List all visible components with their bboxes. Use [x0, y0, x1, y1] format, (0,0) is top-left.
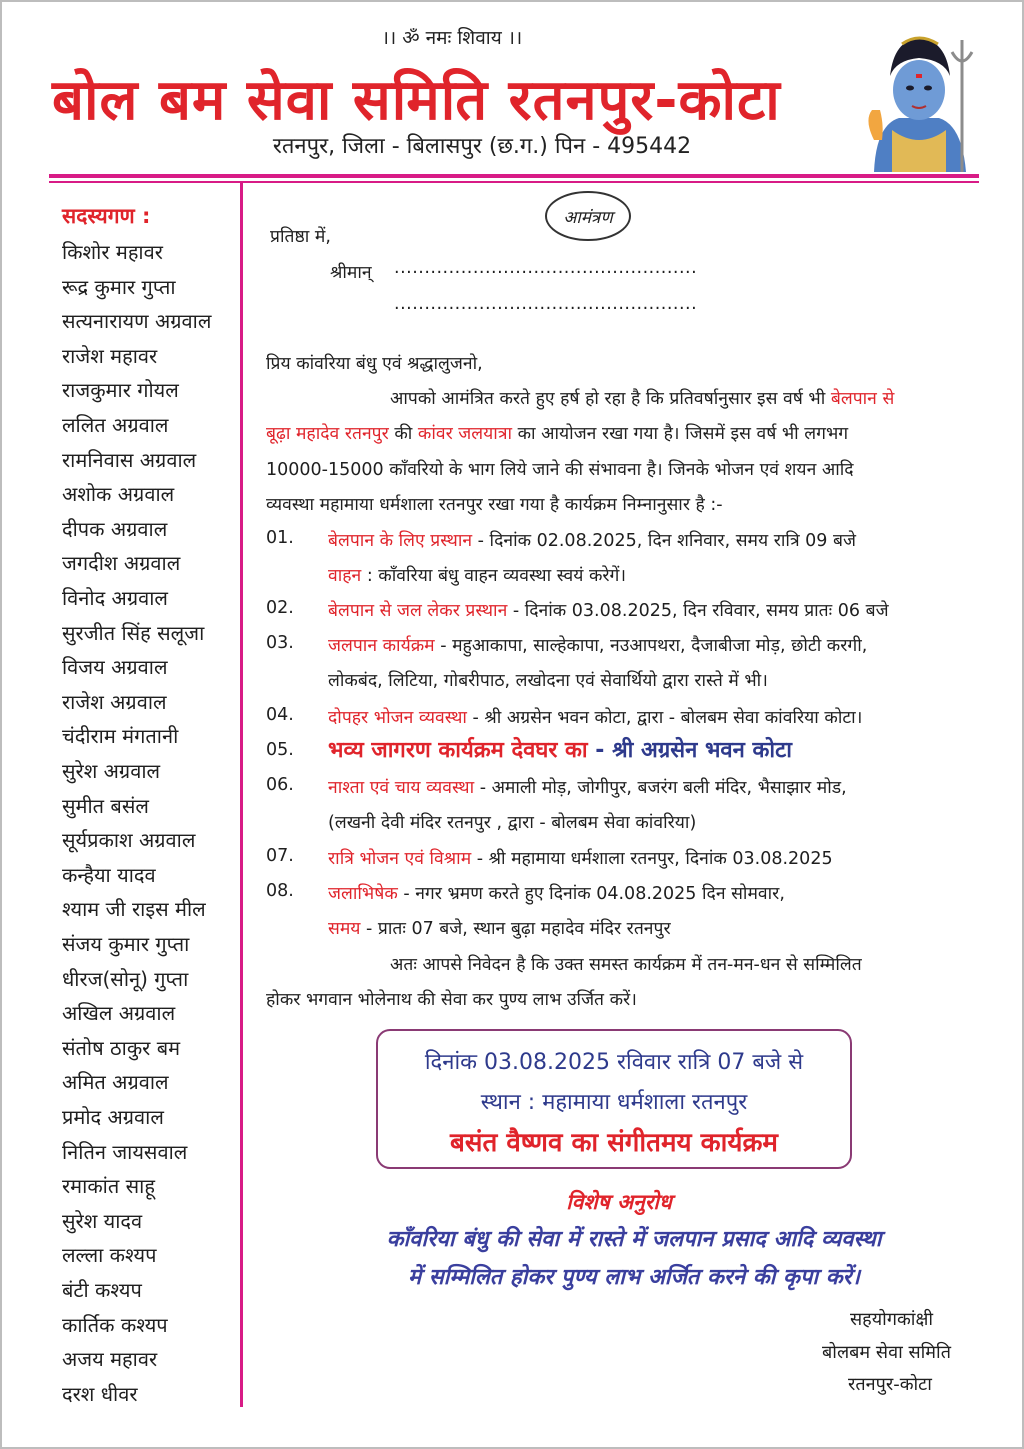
item-number: 04. — [266, 705, 294, 725]
program-item-3-sub: लोकबंद, लिटिया, गोबरीपाठ, लखोदना एवं सेवार्थियो द्वारा रास्ते में भी। — [328, 671, 768, 691]
program-item-6-sub: (लखनी देवी मंदिर रतनपुर , द्वारा - बोलबम सेवा कांवरिया) — [328, 813, 697, 833]
item-sub-text: - प्रातः 07 बजे, स्थान बुढ़ा महादेव मंदिर रतनपुर — [360, 919, 671, 939]
item-label: जलाभिषेक — [328, 884, 398, 904]
organization-address: रतनपुर, जिला - बिलासपुर (छ.ग.) पिन - 495442 — [272, 134, 692, 159]
item-number: 07. — [266, 846, 294, 866]
item-sub-label: समय — [328, 919, 361, 939]
item-label: बेलपान से जल लेकर प्रस्थान — [328, 601, 508, 621]
seal-text: आमंत्रण — [563, 208, 613, 228]
member-name: चंदीराम मंगतानी — [62, 724, 179, 749]
member-name: राजेश महावर — [62, 343, 158, 368]
event-title: बसंत वैष्णव का संगीतमय कार्यक्रम — [450, 1128, 778, 1158]
member-name: अखिल अग्रवाल — [62, 1001, 176, 1026]
member-name: दरश धीवर — [62, 1381, 138, 1406]
member-name: सुरेश यादव — [62, 1208, 143, 1233]
member-name: कार्तिक कश्यप — [62, 1312, 168, 1337]
member-name: अमित अग्रवाल — [62, 1070, 169, 1095]
member-name: प्रमोद अग्रवाल — [62, 1105, 164, 1129]
member-name: रूद्र कुमार गुप्ता — [62, 274, 176, 299]
item-number: 03. — [266, 633, 294, 653]
item-text: - दिनांक 02.08.2025, दिन शनिवार, समय रात्रि 09 बजे — [472, 531, 856, 551]
members-heading: सदस्यगण : — [62, 204, 151, 228]
item-label: दोपहर भोजन व्यवस्था — [328, 708, 467, 728]
member-name: राजेश अग्रवाल — [62, 689, 167, 714]
mantra-line: ।। ॐ नमः शिवाय ।। — [381, 27, 523, 49]
paragraph-line-1 — [390, 386, 894, 410]
member-name: बंटी कश्यप — [62, 1278, 142, 1302]
member-name: दीपक अग्रवाल — [62, 516, 168, 541]
program-item-8-sub — [328, 916, 671, 940]
highlight-text: बूढ़ा महादेव रतनपुर — [266, 424, 389, 444]
paragraph-line-3: 10000-15000 काँवरियो के भाग लिये जाने की संभावना है। जिनके भोजन एवं शयन आदि — [266, 460, 854, 480]
member-name: ललित अग्रवाल — [62, 413, 169, 437]
member-name: लल्ला कश्यप — [62, 1243, 157, 1268]
paragraph-text: की — [388, 424, 418, 444]
signature-org: बोलबम सेवा समिति — [822, 1342, 951, 1363]
item-label: भव्य जागरण कार्यक्रम देवघर का — [328, 738, 588, 763]
item-text: - नगर भ्रमण करते हुए दिनांक 04.08.2025 दिन सोमवार, — [397, 884, 785, 904]
program-item-3 — [328, 633, 867, 657]
item-number: 05. — [266, 740, 294, 760]
name-blank-1: .................................................. — [394, 258, 698, 278]
event-venue: स्थान : महामाया धर्मशाला रतनपुर — [480, 1090, 748, 1115]
item-label: बेलपान के लिए प्रस्थान — [328, 531, 473, 551]
item-number: 02. — [266, 598, 294, 618]
sir-label: श्रीमान् — [330, 263, 372, 283]
program-item-1 — [328, 528, 856, 552]
program-item-7 — [328, 846, 833, 870]
item-number: 06. — [266, 775, 294, 795]
paragraph-line-4: व्यवस्था महामाया धर्मशाला रतनपुर रखा गया है कार्यक्रम निम्नानुसार है :- — [266, 495, 723, 515]
item-text: - श्री महामाया धर्मशाला रतनपुर, दिनांक 03.08.2025 — [471, 849, 833, 869]
program-item-8 — [328, 881, 785, 905]
item-text: - श्री अग्रसेन भवन कोटा — [587, 738, 792, 763]
item-label: नाश्ता एवं चाय व्यवस्था — [328, 778, 475, 798]
addressee-label: प्रतिष्ठा में, — [270, 227, 331, 247]
event-date: दिनांक 03.08.2025 रविवार रात्रि 07 बजे से — [424, 1050, 804, 1075]
item-sub-text: : काँवरिया बंधु वाहन व्यवस्था स्वयं करेगें। — [361, 566, 627, 586]
program-item-6 — [328, 775, 847, 799]
special-request-line-1: काँवरिया बंधु की सेवा में रास्ते में जलपान प्रसाद आदि व्यवस्था — [386, 1227, 882, 1252]
organization-title: बोल बम सेवा समिति रतनपुर-कोटा — [52, 68, 781, 133]
member-name: सत्यनारायण अग्रवाल — [62, 309, 212, 334]
member-name: कन्हैया यादव — [62, 862, 156, 887]
member-name: श्याम जी राइस मील — [62, 897, 206, 922]
member-name: किशोर महावर — [62, 240, 163, 264]
member-name: जगदीश अग्रवाल — [62, 551, 181, 576]
member-name: विनोद अग्रवाल — [62, 586, 168, 610]
member-name: नितिन जायसवाल — [62, 1139, 188, 1164]
member-name: संतोष ठाकुर बम — [62, 1035, 181, 1060]
aamantran-seal — [542, 188, 634, 244]
paragraph-text: आपको आमंत्रित करते हुए हर्ष हो रहा है कि प्रतिवर्षानुसार इस वर्ष भी — [390, 389, 831, 409]
header-divider — [49, 174, 979, 178]
member-name: रामनिवास अग्रवाल — [62, 447, 197, 472]
program-item-2 — [328, 598, 889, 622]
item-text: - अमाली मोड़, जोगीपुर, बजरंग बली मंदिर, भैसाझार मोड, — [474, 778, 847, 798]
program-item-4 — [328, 705, 862, 729]
member-name: संजय कुमार गुप्ता — [62, 932, 190, 956]
highlight-text: बेलपान से — [830, 389, 895, 409]
member-name: अजय महावर — [62, 1347, 158, 1372]
special-request-line-2: में सम्मिलित होकर पुण्य लाभ अर्जित करने की कृपा करें। — [408, 1265, 860, 1290]
member-name: सूर्यप्रकाश अग्रवाल — [62, 828, 196, 853]
item-number: 01. — [266, 528, 294, 548]
item-label: रात्रि भोजन एवं विश्राम — [328, 849, 472, 869]
member-name: सुमीत बसंल — [62, 793, 149, 818]
member-name: सुरेश अग्रवाल — [62, 759, 161, 783]
special-request-heading: विशेष अनुरोध — [566, 1190, 672, 1214]
greeting: प्रिय कांवरिया बंधु एवं श्रद्धालुजनो, — [266, 354, 483, 374]
member-name: धीरज(सोनू) गुप्ता — [62, 966, 189, 991]
item-text: - महुआकापा, साल्हेकापा, नउआपथरा, दैजाबीजा मोड़, छोटी करगी, — [434, 636, 868, 656]
member-name: रमाकांत साहू — [62, 1174, 155, 1199]
closing-line-1: अतः आपसे निवेदन है कि उक्त समस्त कार्यक्रम में तन-मन-धन से सम्मिलित — [390, 955, 862, 975]
name-blank-2: .................................................. — [394, 294, 698, 314]
highlight-text: कांवर जलयात्रा — [417, 424, 513, 444]
member-name: सुरजीत सिंह सलूजा — [62, 620, 205, 645]
signature-place: रतनपुर-कोटा — [848, 1374, 932, 1395]
program-item-1-sub — [328, 563, 626, 587]
closing-line-2: होकर भगवान भोलेनाथ की सेवा कर पुण्य लाभ उर्जित करें। — [266, 990, 637, 1010]
item-label: जलपान कार्यक्रम — [328, 636, 435, 656]
program-item-5 — [328, 734, 792, 764]
item-number: 08. — [266, 881, 294, 901]
signature-label: सहयोगकांक्षी — [850, 1309, 934, 1330]
member-name: अशोक अग्रवाल — [62, 482, 175, 507]
member-name: राजकुमार गोयल — [62, 378, 179, 403]
member-name: विजय अग्रवाल — [62, 655, 168, 680]
item-text: - श्री अग्रसेन भवन कोटा, द्वारा - बोलबम सेवा कांवरिया कोटा। — [466, 708, 863, 728]
shiva-image — [854, 30, 984, 172]
header-divider-thin — [49, 181, 979, 183]
paragraph-text: का आयोजन रखा गया है। जिसमें इस वर्ष भी लगभग — [512, 424, 849, 444]
item-text: - दिनांक 03.08.2025, दिन रविवार, समय प्रातः 06 बजे — [507, 601, 889, 621]
paragraph-line-2 — [266, 421, 848, 445]
item-sub-label: वाहन — [328, 566, 362, 586]
